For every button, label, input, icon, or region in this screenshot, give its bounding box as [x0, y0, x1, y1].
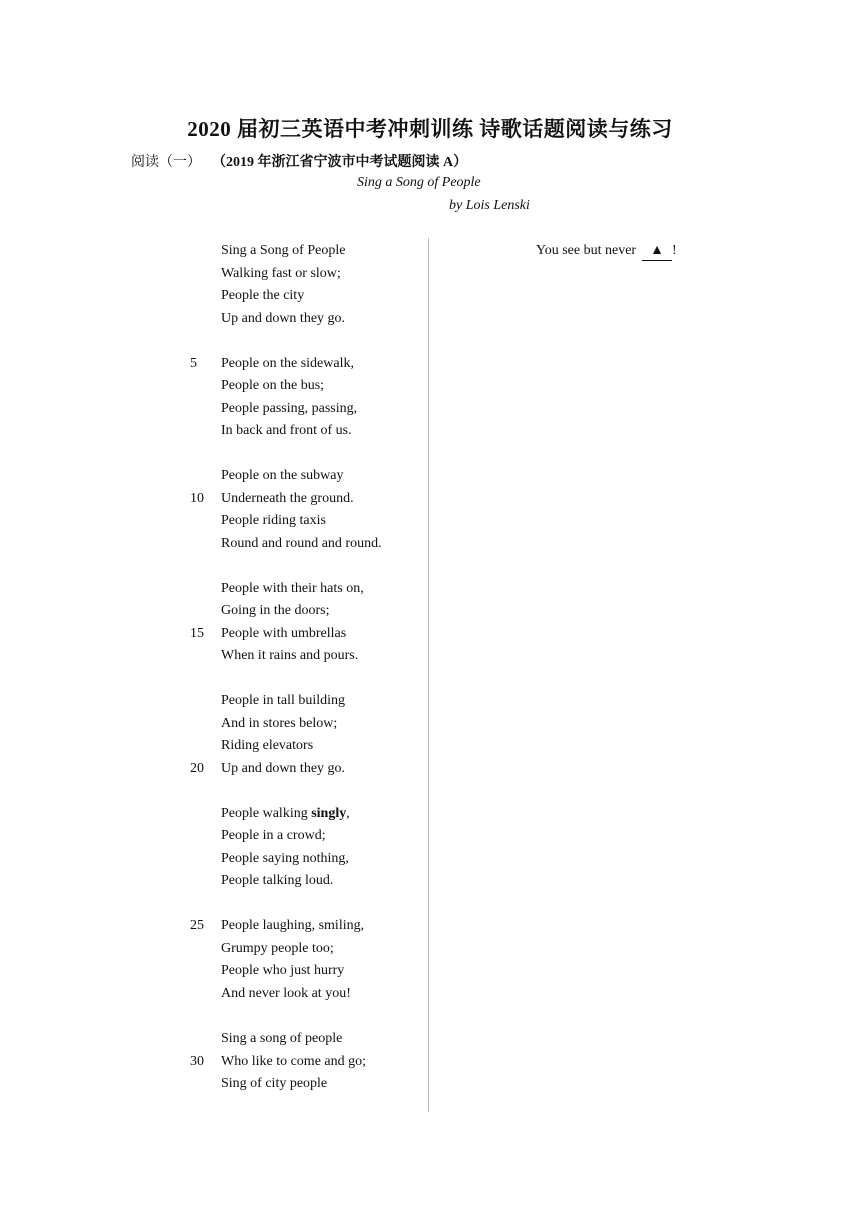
poem-line: And never look at you! — [221, 986, 351, 1001]
poem-line: Walking fast or slow; — [221, 266, 341, 281]
poem-line-with-bold — [221, 805, 350, 823]
poem-line: People on the subway — [221, 468, 344, 483]
highlighted-word: singly — [311, 806, 347, 821]
poem-line: Riding elevators — [221, 738, 314, 753]
poem-line: Who like to come and go; — [221, 1054, 367, 1069]
line-number: 20 — [190, 761, 204, 776]
poem-line: Up and down they go. — [221, 761, 346, 776]
poem-line: Sing of city people — [221, 1076, 328, 1091]
poem-line: People passing, passing, — [221, 401, 358, 416]
line-number: 30 — [190, 1054, 204, 1069]
section-header — [131, 151, 467, 171]
punctuation: , — [346, 806, 350, 821]
right-column-end: ! — [671, 243, 677, 258]
section-label: 阅读（一） — [131, 155, 201, 170]
poem-line: People who just hurry — [221, 963, 345, 978]
line-number: 10 — [190, 491, 204, 506]
poem-line: Sing a Song of People — [221, 243, 346, 258]
right-column-text: You see but never — [536, 243, 637, 258]
poem-line: Going in the doors; — [221, 603, 330, 618]
poem-line: People talking loud. — [221, 873, 334, 888]
poem-line: People with their hats on, — [221, 581, 364, 596]
answer-blank[interactable]: ▲ — [642, 242, 672, 261]
poem-line: Up and down they go. — [221, 311, 346, 326]
poem-line: When it rains and pours. — [221, 648, 359, 663]
poem-author: by Lois Lenski — [449, 198, 530, 213]
poem-line: Round and round and round. — [221, 536, 382, 551]
poem-line: And in stores below; — [221, 716, 338, 731]
section-source: （2019 年浙江省宁波市中考试题阅读 A） — [219, 155, 468, 170]
column-divider — [428, 238, 429, 1112]
poem-line: People in tall building — [221, 693, 346, 708]
poem-line: Sing a song of people — [221, 1031, 343, 1046]
poem-title: Sing a Song of People — [357, 175, 481, 190]
right-column-line — [536, 242, 677, 261]
line-number: 25 — [190, 918, 204, 933]
poem-line: In back and front of us. — [221, 423, 352, 438]
poem-line: People on the sidewalk, — [221, 356, 354, 371]
poem-line: People saying nothing, — [221, 851, 349, 866]
poem-line: Grumpy people too; — [221, 941, 334, 956]
poem-line: People with umbrellas — [221, 626, 347, 641]
poem-line: People in a crowd; — [221, 828, 326, 843]
line-number: 15 — [190, 626, 204, 641]
page-title: 2020 届初三英语中考冲刺训练 诗歌话题阅读与练习 — [187, 117, 673, 141]
poem-line-text: People walking — [221, 806, 312, 821]
poem-line: People the city — [221, 288, 305, 303]
poem-line: Underneath the ground. — [221, 491, 354, 506]
poem-line: People laughing, smiling, — [221, 918, 365, 933]
line-number: 5 — [190, 356, 197, 371]
poem-line: People riding taxis — [221, 513, 326, 528]
poem-line: People on the bus; — [221, 378, 325, 393]
